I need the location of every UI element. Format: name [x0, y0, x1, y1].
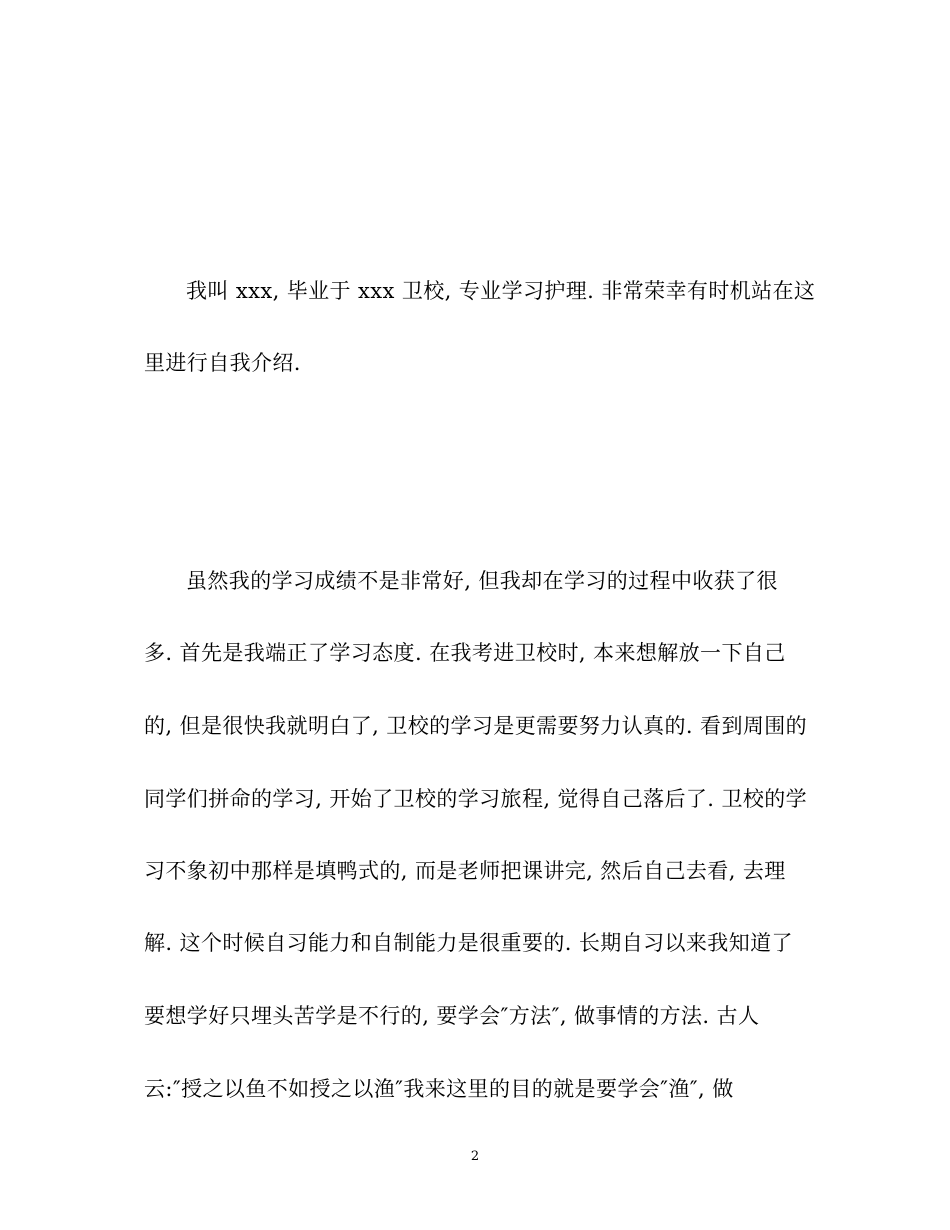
paragraph-2-line-3: 的, 但是很快我就明白了, 卫校的学习是更需要努力认真的. 看到周围的 [144, 714, 808, 738]
paragraph-1-line-2: 里进行自我介绍. [144, 351, 301, 375]
paragraph-2-line-8: 云:″授之以鱼不如授之以渔″我来这里的目的就是要学会″渔″, 做 [144, 1077, 734, 1101]
paragraph-2-line-5: 习不象初中那样是填鸭式的, 而是老师把课讲完, 然后自己去看, 去理 [144, 859, 786, 883]
paragraph-1-line-1: 我叫 xxx, 毕业于 xxx 卫校, 专业学习护理. 非常荣幸有时机站在这 [186, 279, 816, 303]
page-number: 2 [470, 1149, 480, 1164]
paragraph-2-line-7: 要想学好只埋头苦学是不行的, 要学会″方法″, 做事情的方法. 古人 [144, 1004, 760, 1028]
paragraph-2-line-6: 解. 这个时候自习能力和自制能力是很重要的. 长期自习以来我知道了 [144, 931, 793, 955]
paragraph-2-line-4: 同学们拼命的学习, 开始了卫校的学习旅程, 觉得自己落后了. 卫校的学 [144, 787, 808, 811]
paragraph-2-line-1: 虽然我的学习成绩不是非常好, 但我却在学习的过程中收获了很 [186, 569, 778, 593]
paragraph-2-line-2: 多. 首先是我端正了学习态度. 在我考进卫校时, 本来想解放一下自己 [144, 641, 786, 665]
